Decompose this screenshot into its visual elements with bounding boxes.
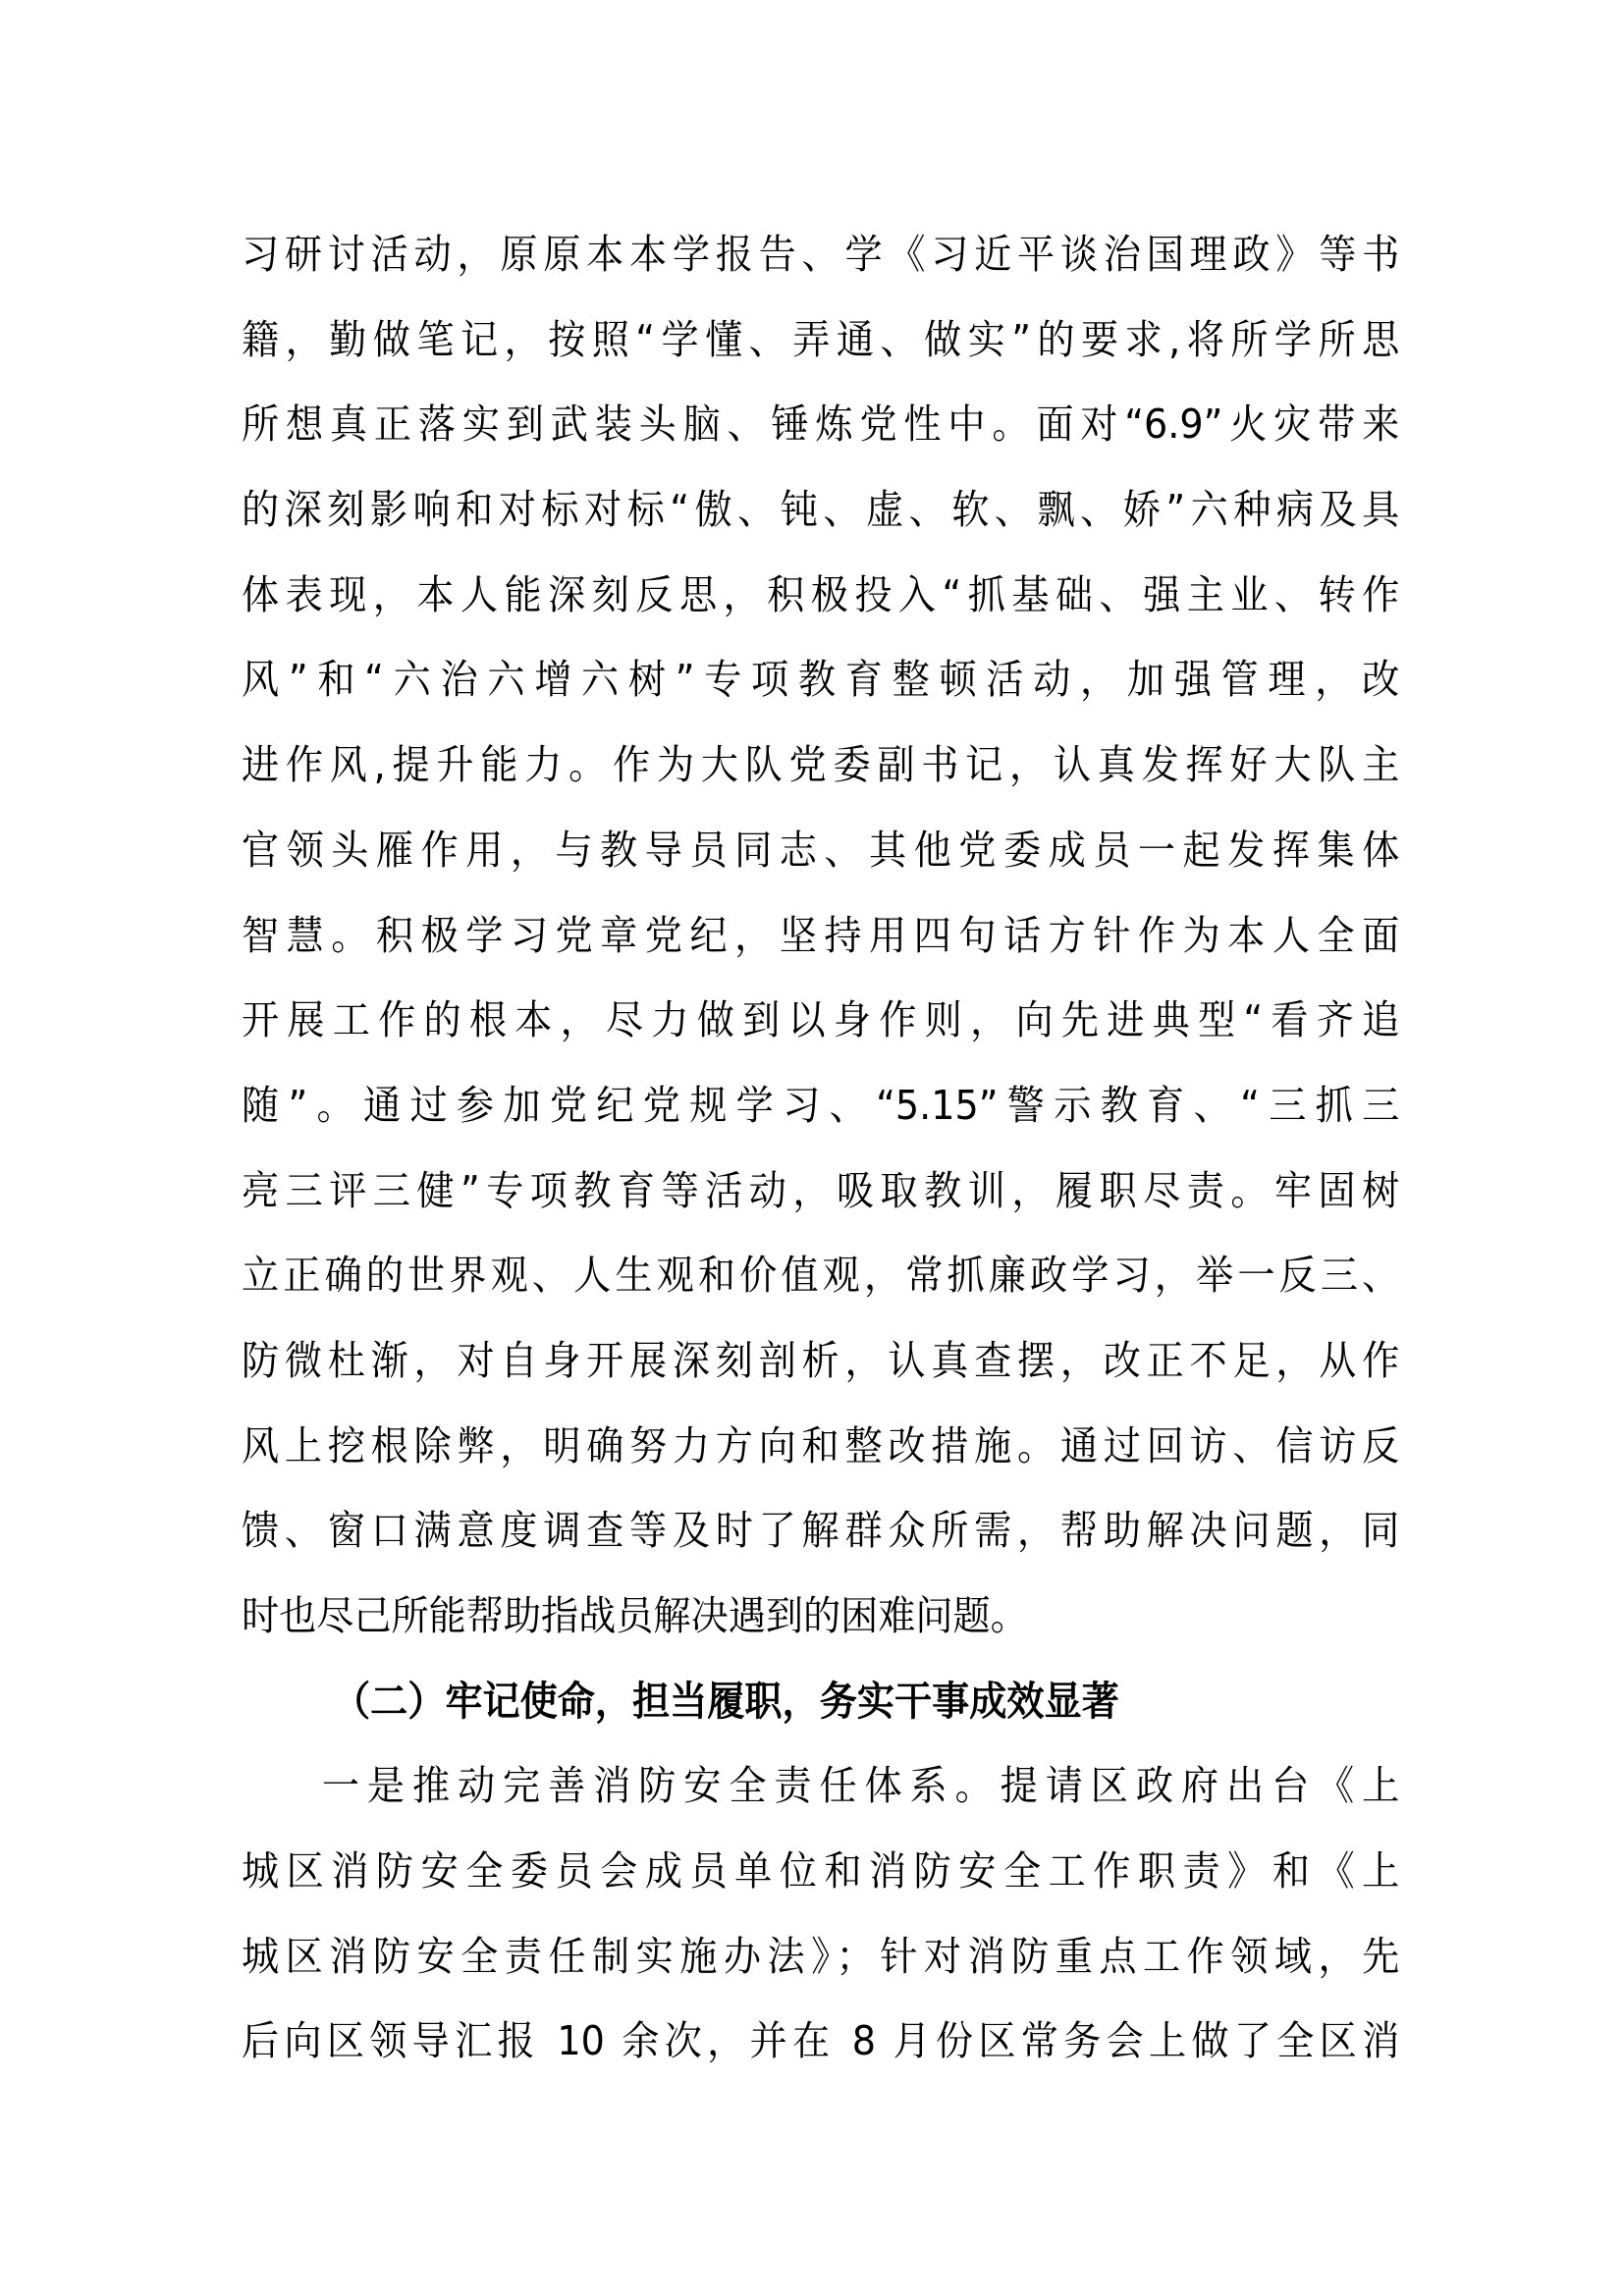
- text-line: 官领头雁作用，与教导员同志、其他党委成员一起发挥集体: [242, 826, 1400, 874]
- text-line: 开展工作的根本，尽力做到以身作则，向先进典型“看齐追: [242, 996, 1400, 1044]
- text-line: 体表现，本人能深刻反思，积极投入“抓基础、强主业、转作: [242, 570, 1400, 618]
- text-line: 风上挖根除弊，明确努力方向和整改措施。通过回访、信访反: [242, 1421, 1400, 1469]
- text-line: 时也尽己所能帮助指战员解决遇到的困难问题。: [242, 1592, 1028, 1639]
- text-line: 一是推动完善消防安全责任体系。提请区政府出台《上: [321, 1762, 1400, 1810]
- text-line: 立正确的世界观、人生观和价值观，常抓廉政学习，举一反三、: [242, 1252, 1400, 1300]
- document-body: [242, 212, 1400, 2084]
- text-line: 进作风,提升能力。作为大队党委副书记，认真发挥好大队主: [242, 741, 1400, 789]
- text-line: 随”。通过参加党纪党规学习、“5.15”警示教育、“三抓三: [242, 1081, 1400, 1129]
- text-line: 馈、窗口满意度调查等及时了解群众所需，帮助解决问题，同: [242, 1507, 1400, 1555]
- text-line: 习研讨活动，原原本本学报告、学《习近平谈治国理政》等书: [242, 231, 1400, 278]
- text-line: 风”和“六治六增六树”专项教育整顿活动，加强管理，改: [242, 656, 1400, 704]
- text-line: 亮三评三健”专项教育等活动，吸取教训，履职尽责。牢固树: [242, 1166, 1400, 1214]
- text-line: 防微杜渐，对自身开展深刻剖析，认真查摆，改正不足，从作: [242, 1336, 1400, 1384]
- text-line: 城区消防安全委员会成员单位和消防安全工作职责》和《上: [242, 1847, 1400, 1896]
- text-line: 所想真正落实到武装头脑、锤炼党性中。面对“6.9”火灾带来: [242, 400, 1400, 449]
- paragraph-self-study: [242, 212, 1400, 1659]
- paragraph-responsibility-system: [242, 1743, 1400, 2084]
- text-line: 智慧。积极学习党章党纪，坚持用四句话方针作为本人全面: [242, 911, 1400, 959]
- text-line: 的深刻影响和对标对标“傲、钝、虚、软、飘、娇”六种病及具: [242, 486, 1400, 534]
- text-line: 籍，勤做笔记，按照“学懂、弄通、做实”的要求,将所学所思: [242, 315, 1400, 363]
- section-heading: （二）牢记使命，担当履职，务实干事成效显著: [333, 1677, 1119, 1725]
- text-line: 城区消防安全责任制实施办法》；针对消防重点工作领域，先: [242, 1932, 1400, 1980]
- text-line: 后向区领导汇报 10 余次，并在 8 月份区常务会上做了全区消: [242, 2017, 1400, 2065]
